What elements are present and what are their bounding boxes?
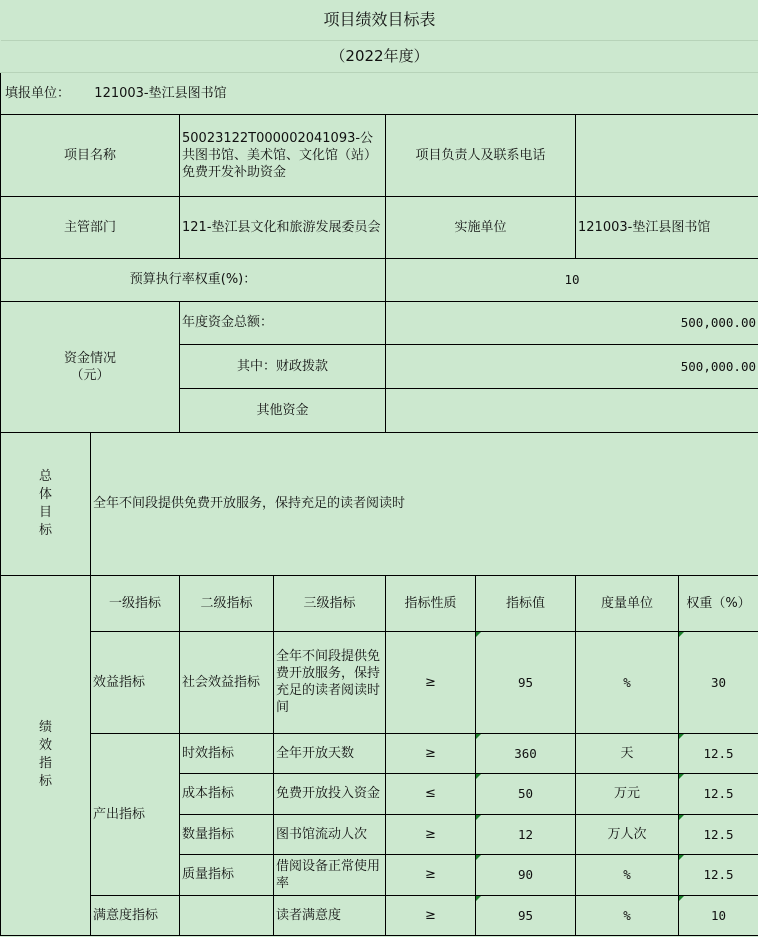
row-level3: 免费开放投入资金 xyxy=(274,773,386,814)
row-level2: 数量指标 xyxy=(180,814,274,854)
row-value: 95 xyxy=(476,895,576,935)
performance-indicators-label: 绩 效 指 标 xyxy=(1,575,91,935)
row-unit: 天 xyxy=(576,733,679,773)
row-level3: 读者满意度 xyxy=(274,895,386,935)
row-level2: 社会效益指标 xyxy=(180,631,274,733)
row-weight: 30 xyxy=(679,631,758,733)
annual-total-label: 年度资金总额： xyxy=(180,301,386,344)
row-unit: 万元 xyxy=(576,773,679,814)
row-level2: 成本指标 xyxy=(180,773,274,814)
table-row xyxy=(1,895,758,935)
project-leader-label: 项目负责人及联系电话 xyxy=(386,114,576,196)
annual-total-value: 500,000.00 xyxy=(386,301,758,344)
overall-goal-value: 全年不间段提供免费开放服务，保持充足的读者阅读时 xyxy=(91,432,758,575)
row-level1: 效益指标 xyxy=(91,631,180,733)
project-name-label: 项目名称 xyxy=(1,114,180,196)
row-level2: 质量指标 xyxy=(180,854,274,895)
row-nature: ≤ xyxy=(386,773,476,814)
header-value: 指标值 xyxy=(476,575,576,631)
row-level3: 借阅设备正常使用率 xyxy=(274,854,386,895)
row-level3: 全年不间段提供免费开放服务，保持充足的读者阅读时间 xyxy=(274,631,386,733)
row-level3: 图书馆流动人次 xyxy=(274,814,386,854)
row-nature: ≥ xyxy=(386,854,476,895)
project-name-value: 50023122T000002041093-公共图书馆、美术馆、文化馆（站）免费开发补助资金 xyxy=(180,114,386,196)
filing-unit xyxy=(1,72,758,114)
row-value: 12 xyxy=(476,814,576,854)
table-row xyxy=(1,631,758,733)
header-unit: 度量单位 xyxy=(576,575,679,631)
funds-label-line2: （元） xyxy=(70,367,110,383)
header-nature: 指标性质 xyxy=(386,575,476,631)
funds-label xyxy=(1,301,180,432)
dept-value: 121-垫江县文化和旅游发展委员会 xyxy=(180,196,386,258)
row-level2 xyxy=(180,895,274,935)
header-weight: 权重（%） xyxy=(679,575,758,631)
dept-label: 主管部门 xyxy=(1,196,180,258)
row-weight: 10 xyxy=(679,895,758,935)
row-unit: % xyxy=(576,895,679,935)
overall-goal-label: 总 体 目 标 xyxy=(1,432,91,575)
row-nature: ≥ xyxy=(386,631,476,733)
row-level1: 满意度指标 xyxy=(91,895,180,935)
row-level1: 产出指标 xyxy=(91,733,180,895)
row-nature: ≥ xyxy=(386,814,476,854)
row-weight: 12.5 xyxy=(679,814,758,854)
row-unit: % xyxy=(576,631,679,733)
row-nature: ≥ xyxy=(386,733,476,773)
row-weight: 12.5 xyxy=(679,733,758,773)
row-nature: ≥ xyxy=(386,895,476,935)
row-level2: 时效指标 xyxy=(180,733,274,773)
other-funds-label: 其他资金 xyxy=(180,388,386,432)
table-row xyxy=(1,733,758,773)
row-unit: % xyxy=(576,854,679,895)
filing-unit-label: 填报单位： xyxy=(5,85,71,101)
header-level1: 一级指标 xyxy=(91,575,180,631)
impl-unit-label: 实施单位 xyxy=(386,196,576,258)
project-leader-value xyxy=(576,114,758,196)
filing-unit-value: 121003-垫江县图书馆 xyxy=(94,85,227,101)
row-weight: 12.5 xyxy=(679,773,758,814)
header-level3: 三级指标 xyxy=(274,575,386,631)
page-title: 项目绩效目标表 xyxy=(1,0,758,40)
row-level3: 全年开放天数 xyxy=(274,733,386,773)
row-value: 50 xyxy=(476,773,576,814)
other-funds-value xyxy=(386,388,758,432)
fiscal-label: 其中：财政拨款 xyxy=(180,344,386,388)
fiscal-value: 500,000.00 xyxy=(386,344,758,388)
budget-weight-label: 预算执行率权重(%)： xyxy=(1,258,386,301)
funds-label-line1: 资金情况 xyxy=(63,350,116,366)
page-subtitle: （2022年度） xyxy=(1,40,758,72)
impl-unit-value: 121003-垫江县图书馆 xyxy=(576,196,758,258)
row-weight: 12.5 xyxy=(679,854,758,895)
row-value: 90 xyxy=(476,854,576,895)
row-unit: 万人次 xyxy=(576,814,679,854)
budget-weight-value: 10 xyxy=(386,258,758,301)
row-value: 95 xyxy=(476,631,576,733)
row-value: 360 xyxy=(476,733,576,773)
header-level2: 二级指标 xyxy=(180,575,274,631)
